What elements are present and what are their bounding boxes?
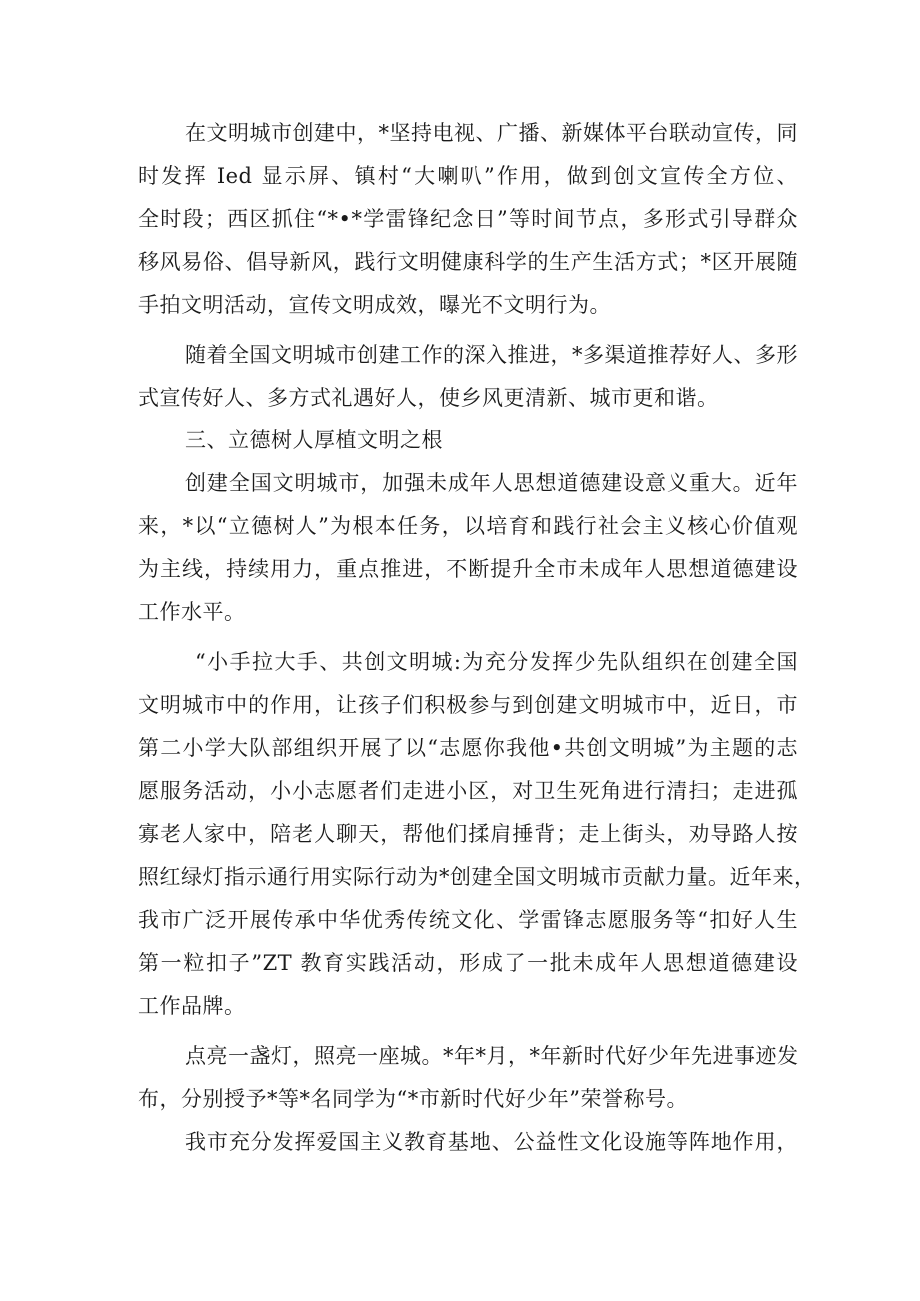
p1-line1: 在文明城市创建中，*坚持电视、广播、新媒体平台联动宣传，同: [185, 121, 798, 145]
p3-line1: 创建全国文明城市，加强未成年人思想道德建设意义重大。近年: [185, 471, 798, 495]
p3-line2: 来，*以“立德树人”为根本任务，以培育和践行社会主义核心价值观: [138, 514, 798, 538]
p6-line1: 我市充分发挥爱国主义教育基地、公益性文化设施等阵地作用，: [185, 1130, 798, 1154]
p5-line1: 点亮一盏灯，照亮一座城。*年*月，*年新时代好少年先进事迹发: [185, 1044, 799, 1068]
p4-line4: 愿服务活动，小小志愿者们走进小区，对卫生死角进行清扫；走进孤: [138, 779, 798, 803]
p1-line4: 移风易俗、倡导新风，践行文明健康科学的生产生活方式；*区开展随: [138, 250, 798, 274]
p4-line9: 工作品牌。: [138, 994, 246, 1018]
p1-line3: 全时段；西区抓住“*•*学雷锋纪念日”等时间节点，多形式引导群众: [138, 207, 798, 231]
p4-line8: 第一粒扣子”ZT 教育实践活动，形成了一批未成年人思想道德建设: [138, 951, 798, 975]
p5-line2: 布，分别授予*等*名同学为“*市新时代好少年”荣誉称号。: [138, 1087, 688, 1111]
p3-line3: 为主线，持续用力，重点推进，不断提升全市未成年人思想道德建设: [138, 557, 798, 581]
p2-line1: 随着全国文明城市创建工作的深入推进，*多渠道推荐好人、多形: [185, 343, 798, 367]
p4-line2: 文明城市中的作用，让孩子们积极参与到创建文明城市中，近日，市: [138, 693, 798, 717]
p1-line2: 时发挥 Ied 显示屏、镇村“大喇叭”作用，做到创文宣传全方位、: [138, 164, 798, 188]
p3-line4: 工作水平。: [138, 600, 246, 624]
p4-line5: 寡老人家中，陪老人聊天，帮他们揉肩捶背；走上街头，劝导路人按: [138, 822, 798, 846]
p4-line6: 照红绿灯指示通行用实际行动为*创建全国文明城市贡献力量。近年来，: [138, 865, 816, 889]
section-heading: 三、立德树人厚植文明之根: [185, 428, 443, 452]
p4-line1: “小手拉大手、共创文明城:为充分发挥少先队组织在创建全国: [195, 650, 798, 674]
p2-line2: 式宣传好人、多方式礼遇好人，使乡风更清新、城市更和谐。: [138, 386, 719, 410]
p4-line7: 我市广泛开展传承中华优秀传统文化、学雷锋志愿服务等“扣好人生: [138, 908, 798, 932]
p4-line3: 第二小学大队部组织开展了以“志愿你我他•共创文明城”为主题的志: [138, 736, 798, 760]
p1-line5: 手拍文明活动，宣传文明成效，曝光不文明行为。: [138, 293, 611, 317]
